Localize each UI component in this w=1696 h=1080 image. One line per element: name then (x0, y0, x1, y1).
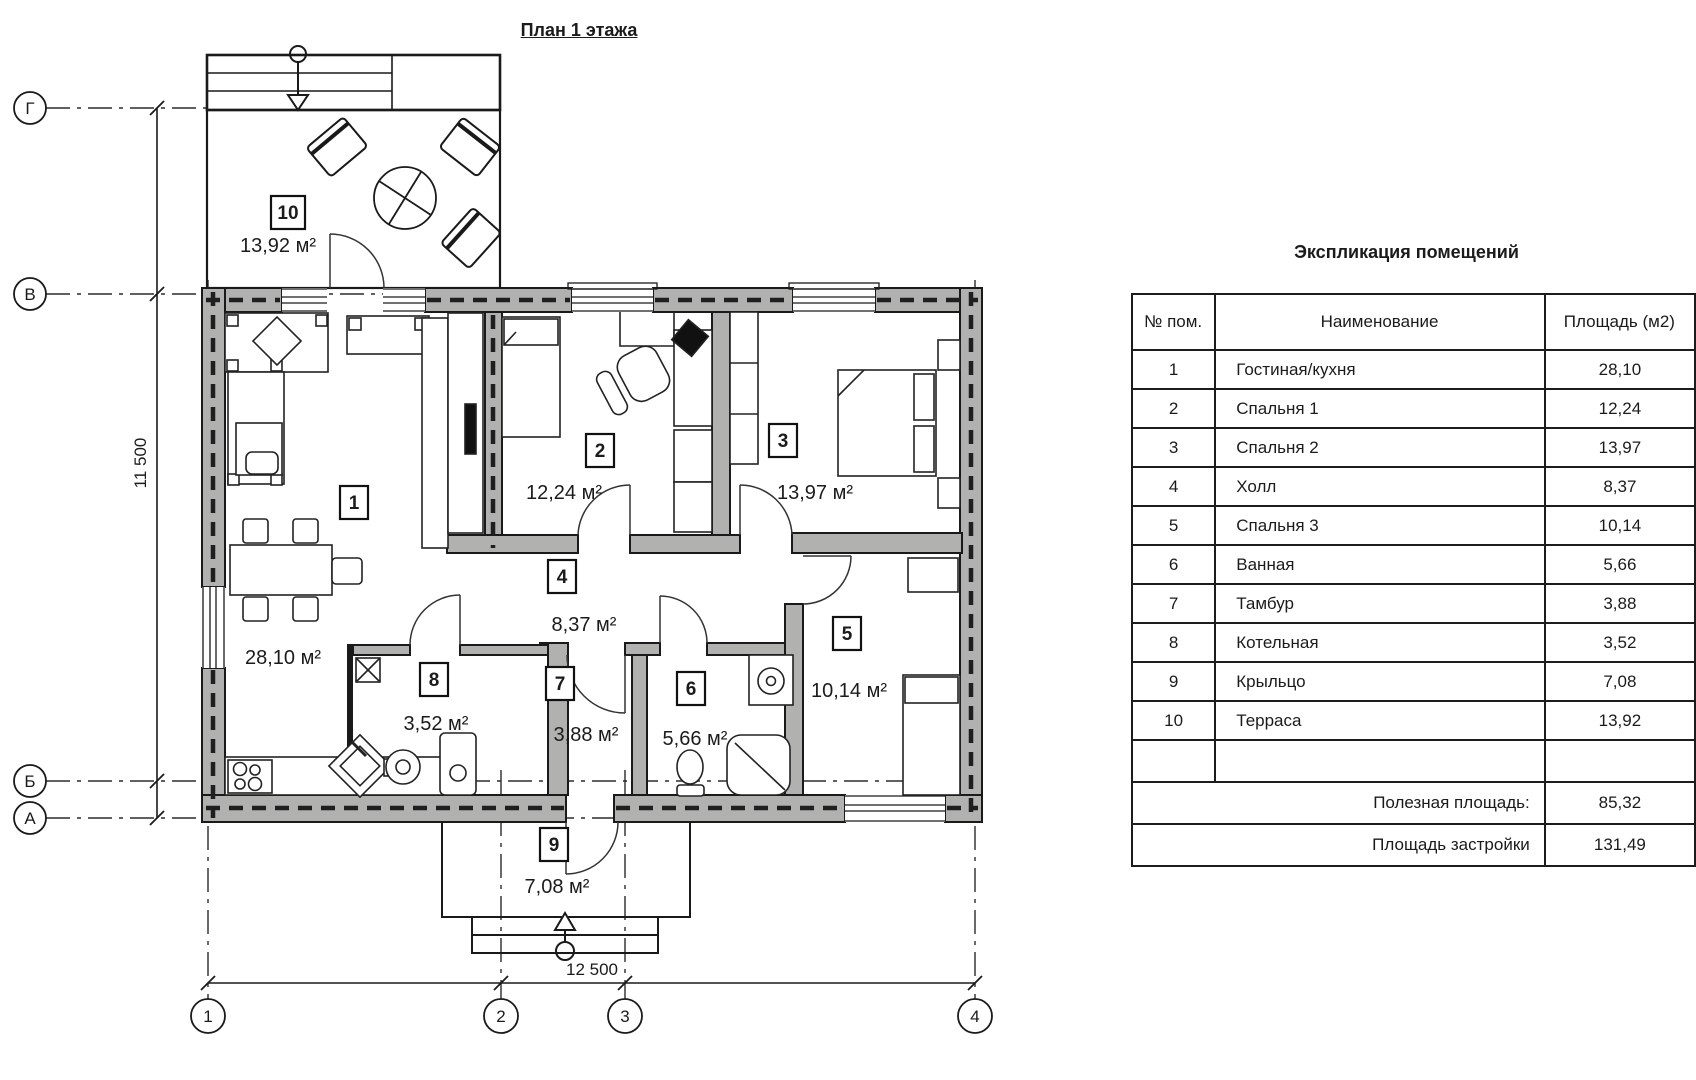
cell-num: 2 (1132, 389, 1215, 428)
tv-unit (422, 313, 483, 548)
bed (502, 317, 560, 437)
room-label-4 (548, 560, 617, 636)
svg-text:2: 2 (496, 1007, 506, 1026)
explication-table (1131, 293, 1696, 867)
door-terrace (330, 234, 384, 288)
total-value: 131,49 (1545, 824, 1695, 866)
room-label-10 (240, 196, 316, 257)
svg-text:Б: Б (24, 772, 36, 791)
axis-marker (958, 999, 992, 1033)
window-bedroom2 (789, 283, 879, 312)
cell-name: Гостиная/кухня (1215, 350, 1545, 389)
window-bedroom3 (845, 795, 945, 822)
dim-vertical-label: 11 500 (131, 437, 150, 489)
plan-title: План 1 этажа (520, 20, 638, 40)
total-value: 85,32 (1545, 782, 1695, 824)
cell-area: 13,92 (1545, 701, 1695, 740)
axis-markers-bottom (191, 999, 992, 1033)
cell-name: Спальня 1 (1215, 389, 1545, 428)
cell-num: 3 (1132, 428, 1215, 467)
cell-name: Спальня 3 (1215, 506, 1545, 545)
cell-area: 3,88 (1545, 584, 1695, 623)
door-boiler (410, 595, 460, 645)
door-porch (566, 822, 618, 874)
axis-marker (608, 999, 642, 1033)
cell-area: 8,37 (1545, 467, 1695, 506)
cell-num: 1 (1132, 350, 1215, 389)
svg-text:7,08 м²: 7,08 м² (524, 876, 590, 898)
cell-name: Холл (1215, 467, 1545, 506)
dim-horizontal-label: 12 500 (566, 960, 618, 979)
bed (903, 675, 960, 795)
cell-area: 10,14 (1545, 506, 1695, 545)
room-label-6 (663, 672, 728, 750)
toilet (677, 750, 704, 796)
svg-text:10: 10 (277, 203, 299, 224)
svg-text:Г: Г (25, 99, 35, 118)
nightstand (938, 478, 960, 508)
room-label-5 (811, 617, 887, 702)
svg-text:1: 1 (348, 493, 360, 514)
cell-num: 6 (1132, 545, 1215, 584)
cell-num: 10 (1132, 701, 1215, 740)
header-room-area: Площадь (м2) (1545, 294, 1695, 350)
desk-chair (594, 342, 674, 417)
room-label-9 (525, 828, 590, 898)
cell-num: 9 (1132, 662, 1215, 701)
cell-area: 13,97 (1545, 428, 1695, 467)
svg-text:13,92 м²: 13,92 м² (239, 235, 317, 257)
svg-text:4: 4 (970, 1007, 980, 1026)
table-row (1132, 350, 1695, 389)
room-label-2 (526, 434, 614, 504)
cell-name: Спальня 2 (1215, 428, 1545, 467)
chair-icon (306, 117, 367, 177)
explication-title: Экспликация помещений (1294, 242, 1519, 262)
terrace-chairs (306, 117, 501, 269)
table-row (1132, 389, 1695, 428)
cell-area: 7,08 (1545, 662, 1695, 701)
cell-area: 3,52 (1545, 623, 1695, 662)
svg-text:А: А (24, 809, 36, 828)
total-label: Площадь застройки (1132, 824, 1545, 866)
chair-icon (441, 207, 501, 268)
table-row (1132, 506, 1695, 545)
window-terrace-left (282, 288, 327, 312)
svg-text:12,24 м²: 12,24 м² (525, 482, 603, 504)
dining-table (230, 519, 362, 621)
door-tambour (567, 655, 625, 713)
cell-area: 12,24 (1545, 389, 1695, 428)
table-total-row (1132, 782, 1695, 824)
svg-text:3: 3 (620, 1007, 630, 1026)
cell-num: 7 (1132, 584, 1215, 623)
table-row (1132, 467, 1695, 506)
axis-marker (14, 278, 46, 310)
table-row (1132, 428, 1695, 467)
cell-area: 28,10 (1545, 350, 1695, 389)
svg-text:6: 6 (685, 679, 697, 700)
header-room-number: № пом. (1132, 294, 1215, 350)
table-row (1132, 623, 1695, 662)
axis-marker (191, 999, 225, 1033)
svg-text:28,10 м²: 28,10 м² (244, 647, 322, 669)
svg-text:4: 4 (556, 567, 568, 588)
cell-num: 8 (1132, 623, 1215, 662)
cell-name: Крыльцо (1215, 662, 1545, 701)
cell-name: Ванная (1215, 545, 1545, 584)
window-kitchen (202, 587, 225, 668)
bedroom2-furniture (730, 312, 960, 508)
door-bedroom3 (803, 556, 851, 604)
table-row (1132, 545, 1695, 584)
svg-text:1: 1 (203, 1007, 213, 1026)
svg-text:8,37 м²: 8,37 м² (551, 614, 617, 636)
table-row (1132, 584, 1695, 623)
cell-name: Котельная (1215, 623, 1545, 662)
double-bed (838, 370, 936, 476)
svg-text:5,66 м²: 5,66 м² (662, 728, 728, 750)
total-label: Полезная площадь: (1132, 782, 1545, 824)
table-empty-row (1132, 740, 1695, 782)
bedroom3-furniture (903, 558, 960, 795)
armchair (236, 423, 282, 475)
table-total-row (1132, 824, 1695, 866)
closet (674, 430, 712, 532)
dresser (908, 558, 958, 592)
svg-text:3,52 м²: 3,52 м² (403, 713, 469, 735)
axis-marker (14, 802, 46, 834)
washing-machine (749, 655, 793, 705)
window-bedroom1 (568, 283, 657, 312)
cell-name: Терраса (1215, 701, 1545, 740)
svg-text:8: 8 (428, 670, 440, 691)
cell-num: 4 (1132, 467, 1215, 506)
console-table (347, 316, 429, 354)
wardrobe (730, 312, 758, 464)
svg-text:9: 9 (548, 835, 560, 856)
svg-text:В: В (24, 285, 36, 304)
svg-text:3: 3 (777, 431, 789, 452)
axis-marker (484, 999, 518, 1033)
shower-cabin (727, 735, 790, 795)
terrace-table (374, 167, 436, 229)
chair-icon (439, 117, 500, 176)
header-room-name: Наименование (1215, 294, 1545, 350)
svg-text:7: 7 (554, 674, 566, 695)
table-row (1132, 701, 1695, 740)
room-label-8 (404, 663, 469, 735)
axis-marker (14, 92, 46, 124)
svg-text:5: 5 (841, 624, 853, 645)
duct-shaft (356, 658, 380, 682)
svg-text:3,88 м²: 3,88 м² (553, 724, 619, 746)
svg-text:2: 2 (594, 441, 606, 462)
table-row (1132, 662, 1695, 701)
door-bathroom (660, 596, 707, 643)
window-terrace-right (383, 288, 425, 312)
svg-text:10,14 м²: 10,14 м² (810, 680, 888, 702)
axis-markers-left (14, 92, 46, 834)
nightstand (938, 340, 960, 370)
cell-name: Тамбур (1215, 584, 1545, 623)
axis-marker (14, 765, 46, 797)
cell-area: 5,66 (1545, 545, 1695, 584)
cell-num: 5 (1132, 506, 1215, 545)
table-header-row (1132, 294, 1695, 350)
svg-text:13,97 м²: 13,97 м² (776, 482, 854, 504)
